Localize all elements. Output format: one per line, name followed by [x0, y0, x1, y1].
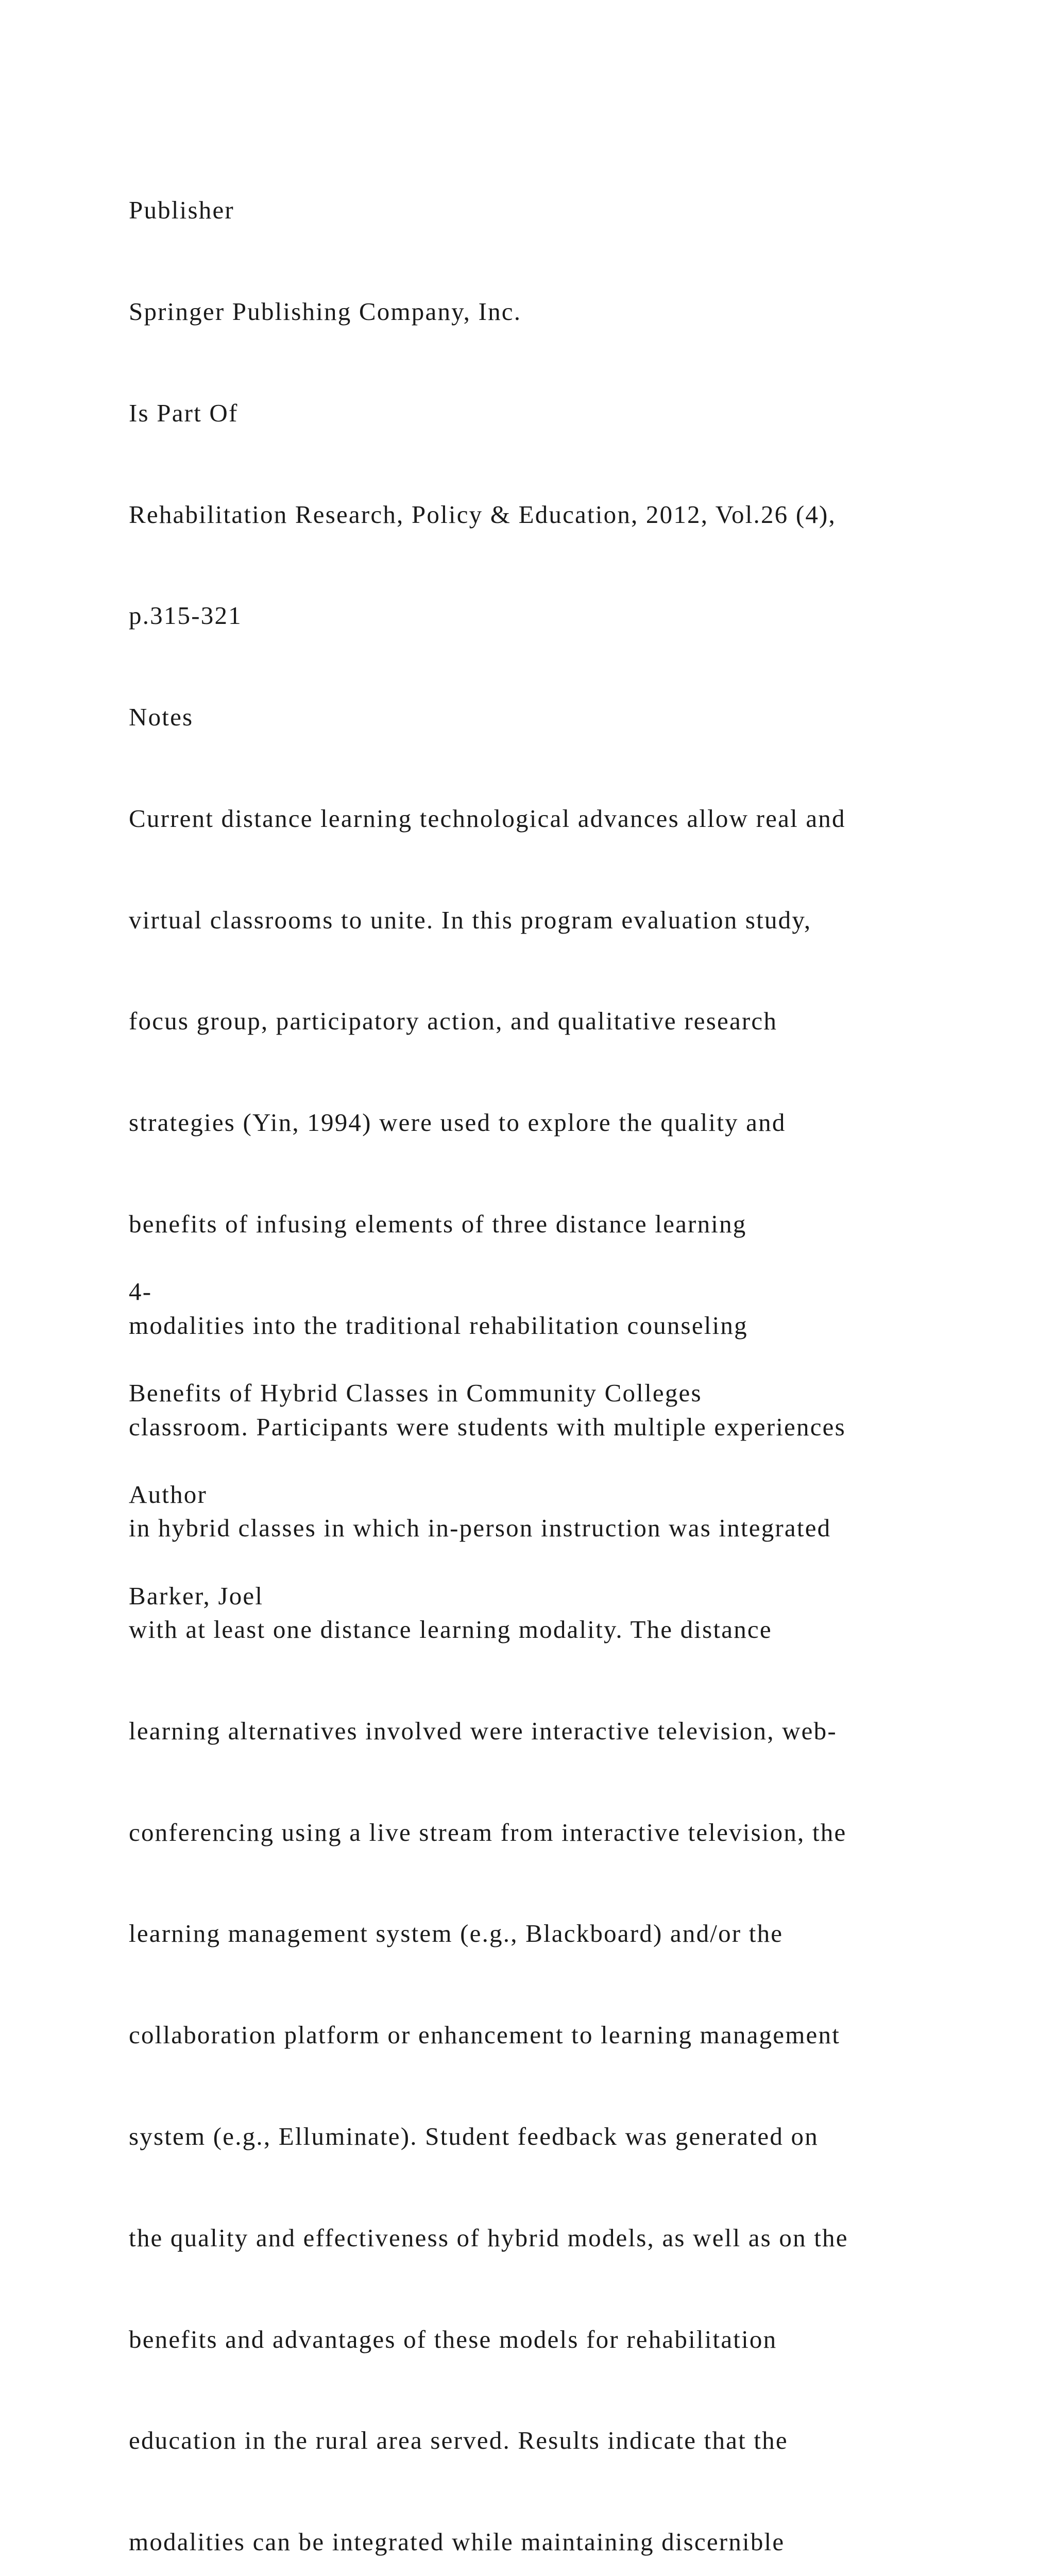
- notes-line: with at least one distance learning modality. The distance: [129, 1615, 772, 1644]
- notes-line: conferencing using a live stream from interactive television, the: [129, 1818, 847, 1846]
- notes-line: collaboration platform or enhancement to learning management: [129, 2021, 841, 2049]
- notes-line: modalities can be integrated while maintaining discernible: [129, 2528, 785, 2556]
- publisher-value: Springer Publishing Company, Inc.: [129, 297, 522, 326]
- notes-line: in hybrid classes in which in-person instruction was integrated: [129, 1514, 831, 1543]
- is-part-of-line: Rehabilitation Research, Policy & Education, 2012, Vol.26 (4),: [129, 500, 837, 529]
- notes-line: education in the rural area served. Results indicate that the: [129, 2426, 788, 2455]
- notes-line: learning alternatives involved were interactive television, web-: [129, 1716, 837, 1745]
- notes-line: strategies (Yin, 1994) were used to explore the quality and: [129, 1108, 786, 1137]
- record-2: [129, 1207, 979, 1680]
- record-number: 4-: [129, 1277, 152, 1306]
- notes-line: learning management system (e.g., Blackboard) and/or the: [129, 1919, 784, 1948]
- notes-line: benefits and advantages of these models for rehabilitation: [129, 2325, 777, 2353]
- record-title: Benefits of Hybrid Classes in Community Colleges: [129, 1378, 702, 1407]
- is-part-of-label: Is Part Of: [129, 398, 239, 427]
- author-label: Author: [129, 1480, 208, 1509]
- notes-line: modalities into the traditional rehabilitation counseling: [129, 1311, 748, 1340]
- notes-line: virtual classrooms to unite. In this program evaluation study,: [129, 905, 812, 934]
- notes-line: Current distance learning technological advances allow real and: [129, 804, 846, 833]
- notes-label: Notes: [129, 703, 194, 732]
- publisher-label: Publisher: [129, 196, 234, 225]
- author-value: Barker, Joel: [129, 1581, 264, 1610]
- notes-line: focus group, participatory action, and qualitative research: [129, 1007, 778, 1036]
- is-part-of-line: p.315-321: [129, 601, 242, 630]
- notes-line: classroom. Participants were students with multiple experiences: [129, 1412, 846, 1441]
- notes-line: benefits of infusing elements of three distance learning: [129, 1210, 747, 1238]
- notes-line: system (e.g., Elluminate). Student feedback was generated on: [129, 2122, 819, 2151]
- notes-line: the quality and effectiveness of hybrid models, as well as on the: [129, 2223, 848, 2252]
